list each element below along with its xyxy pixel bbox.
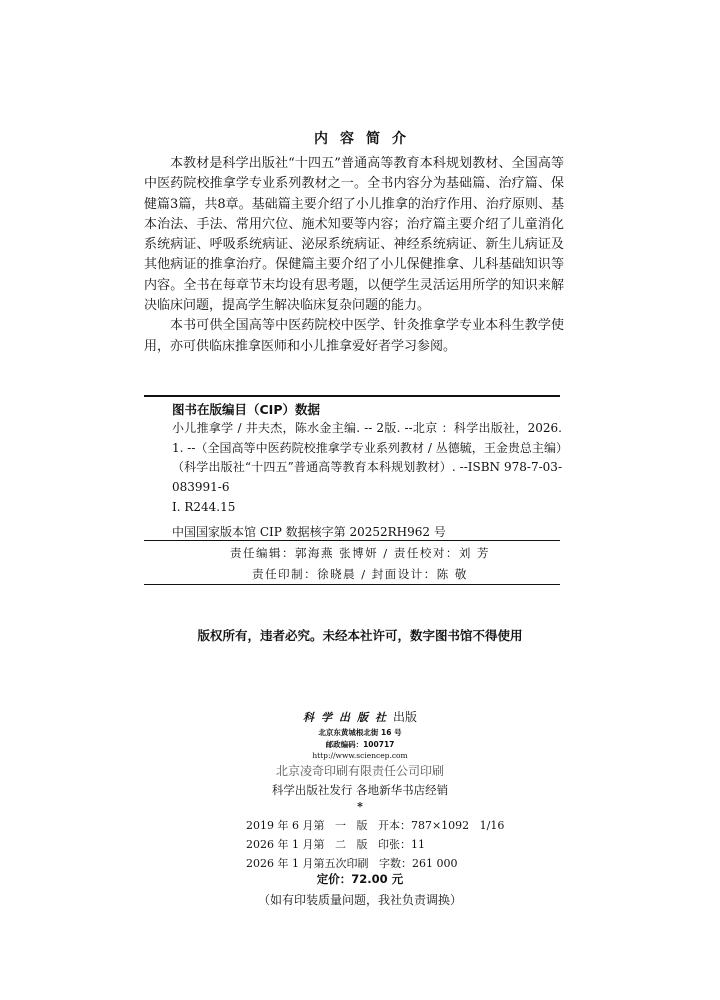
publisher-address: 北京东黄城根北街 16 号 bbox=[318, 728, 402, 737]
exchange-note: （如有印装质量问题，我社负责调换） bbox=[257, 893, 462, 907]
price: 定价：72.00 元 bbox=[316, 872, 404, 886]
staff-editors: 责任编辑：郭海燕 张博妍 / 责任校对：刘 芳 bbox=[230, 546, 490, 560]
separator-asterisk: * bbox=[357, 800, 363, 813]
staff-production: 责任印制：徐晓晨 / 封面设计：陈 敬 bbox=[252, 567, 468, 581]
edition-row: 2019 年 6 月第 一 版 开本：787×1092 1/16 bbox=[246, 819, 505, 832]
intro-paragraph: 本教材是科学出版社“十四五”普通高等教育本科规划教材、全国高等中医药院校推拿学专业系列教材之一。全书内容分为基础篇、治疗篇、保健篇3篇，共8章。基础篇主要介绍了小儿推拿的治疗作用、治疗原则、基本治法、手法、常用穴位、施术知要等内容；治疗篇主要介绍了儿童消化系统病证、呼吸系统病证、泌尿系统病证、神经系统病证、新生儿病证及其他病证的推拿治疗。保健篇主要介绍了小儿保健推拿、儿科基础知识等内容。全书在每章节末均设有思考题，以便学生灵活运用所学的知识来解决临床问题，提高学生解决临床复杂问题的能力。 bbox=[144, 156, 564, 314]
cip-top-rule bbox=[144, 395, 560, 397]
edition-row: 2026 年 1 月第 二 版 印张：11 bbox=[246, 838, 425, 851]
intro-body bbox=[144, 154, 564, 357]
printer-line: 北京凌奇印刷有限责任公司印刷 bbox=[275, 764, 444, 778]
publisher-name-suffix: 出版 bbox=[392, 710, 417, 724]
intro-paragraph: 本书可供全国高等中医药院校中医学、针灸推拿学专业本科生教学使用，亦可供临床推拿医师和小儿推拿爱好者学习参阅。 bbox=[144, 318, 564, 354]
cip-approval-number: 中国国家版本馆 CIP 数据核字第 20252RH962 号 bbox=[172, 525, 446, 539]
publisher-name bbox=[0, 708, 720, 725]
edition-row: 2026 年 1 月第五次印刷 字数：261 000 bbox=[246, 857, 458, 870]
cip-classification: Ⅰ. R244.15 bbox=[172, 500, 236, 514]
cip-middle-rule bbox=[144, 540, 560, 541]
cip-header: 图书在版编目（CIP）数据 bbox=[172, 402, 320, 417]
publisher-logo-text: 科学出版社 bbox=[302, 711, 393, 724]
copyright-notice: 版权所有，违者必究。未经本社许可，数字图书馆不得使用 bbox=[197, 628, 523, 643]
intro-title: 内容简介 bbox=[314, 131, 418, 147]
distribution-line: 科学出版社发行 各地新华书店经销 bbox=[271, 783, 449, 797]
publisher-postcode: 邮政编码：100717 bbox=[325, 740, 395, 749]
cip-bottom-rule bbox=[144, 584, 560, 585]
publisher-website: http://www.sciencep.com bbox=[312, 751, 408, 760]
cip-record: 小儿推拿学 / 井夫杰，陈水金主编. -- 2版. --北京 ：科学出版社，2026. 1. --（全国高等中医药院校推拿学专业系列教材 / 丛德毓，王金贵总主编）（科学出版社“十四五”普通高等教育本科规划教材）. --ISBN 978-7-03-083991-6 bbox=[172, 421, 562, 494]
